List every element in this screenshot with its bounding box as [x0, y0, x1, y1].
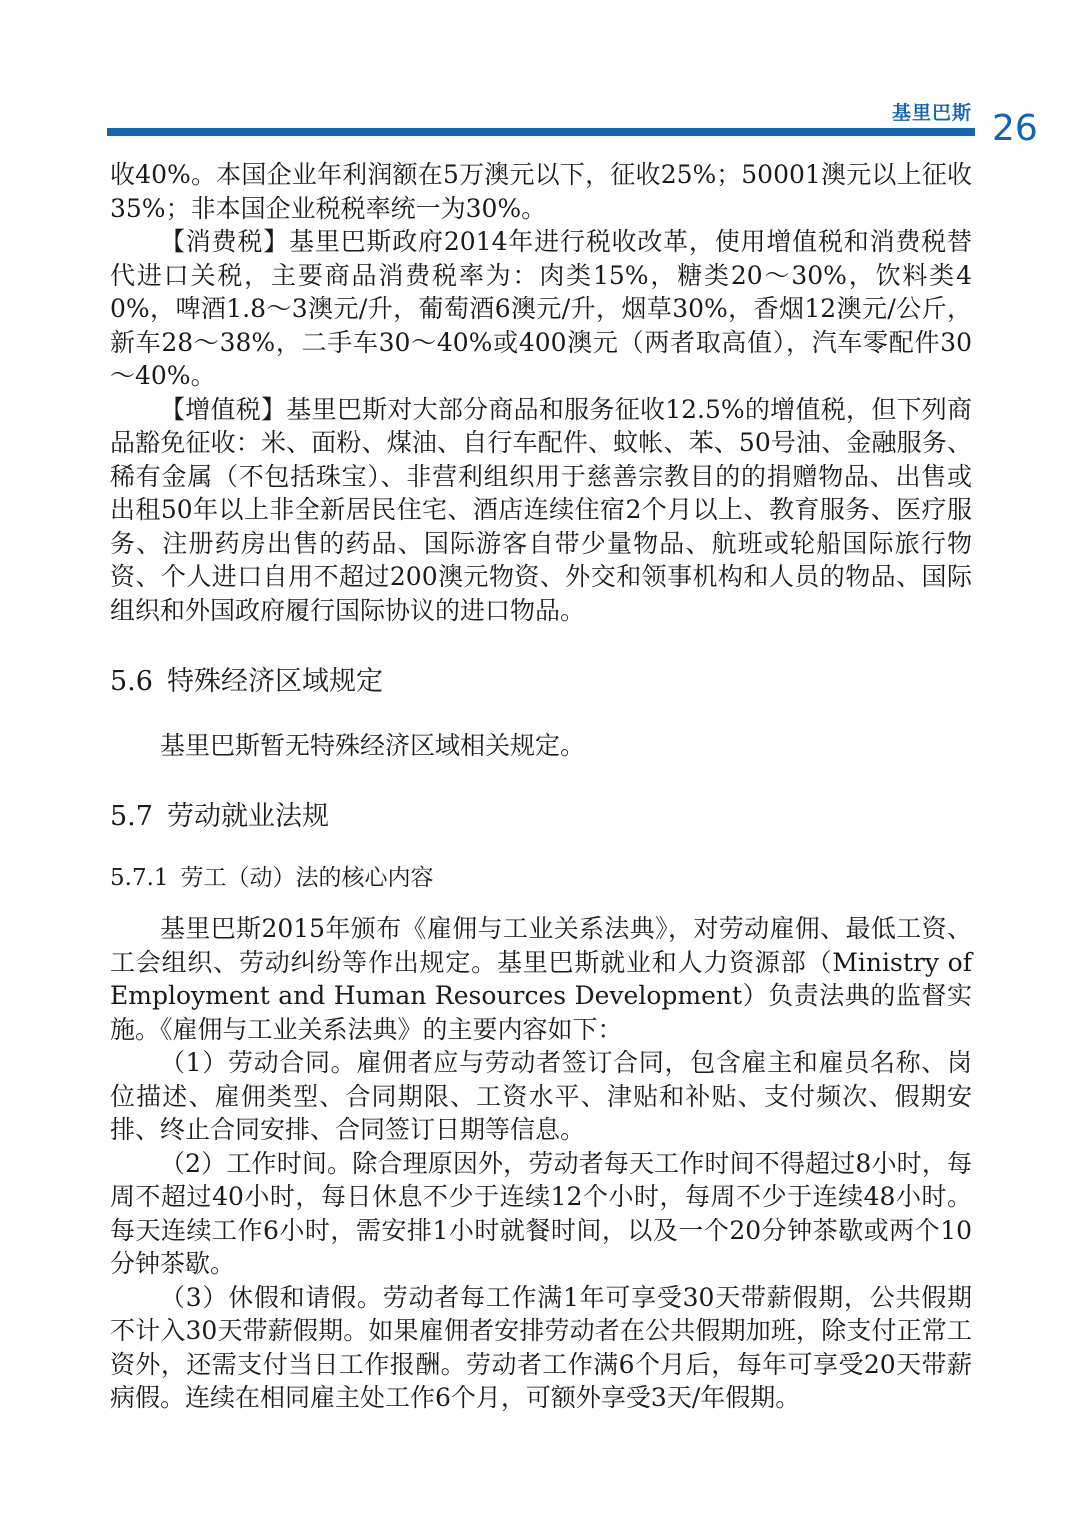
section-heading-5-6	[110, 665, 972, 699]
subsection-heading-5-7-1	[110, 862, 972, 894]
paragraph-income-tax-continued: 收40%。本国企业年利润额在5万澳元以下，征收25%；50001澳元以上征收35%；非本国企业税税率统一为30%。	[110, 160, 972, 223]
paragraph-labor-code-intro: 基里巴斯2015年颁布《雇佣与工业关系法典》，对劳动雇佣、最低工资、工会组织、劳动纠纷等作出规定。基里巴斯就业和人力资源部（Ministry of Employment and Human Resources Development）负责法典的监督实施。《雇佣与工业关系法典》的主要内容如下：	[110, 914, 972, 1044]
subsection-title: 劳工（动）法的核心内容	[180, 865, 434, 891]
page-number: 26	[992, 108, 1038, 149]
list-item-working-hours: （2）工作时间。除合理原因外，劳动者每天工作时间不得超过8小时，每周不超过40小时，每日休息不少于连续12个小时，每周不少于连续48小时。每天连续工作6小时，需安排1小时就餐时间，以及一个20分钟茶歇或两个10分钟茶歇。	[110, 1148, 972, 1278]
section-heading-5-7	[110, 800, 972, 834]
header-rule	[107, 128, 975, 136]
paragraph-special-economic-zones: 基里巴斯暂无特殊经济区域相关规定。	[160, 731, 586, 760]
running-header-title: 基里巴斯	[891, 102, 972, 124]
section-number: 5.7	[110, 801, 153, 832]
section-title: 劳动就业法规	[166, 801, 329, 832]
subsection-number: 5.7.1	[110, 865, 169, 891]
page-body	[110, 158, 972, 1415]
list-item-labor-contract: （1）劳动合同。雇佣者应与劳动者签订合同，包含雇主和雇员名称、岗位描述、雇佣类型、合同期限、工资水平、津贴和补贴、支付频次、假期安排、终止合同安排、合同签订日期等信息。	[110, 1048, 972, 1144]
section-number: 5.6	[110, 666, 153, 697]
section-title: 特殊经济区域规定	[166, 666, 383, 697]
paragraph-vat: 【增值税】基里巴斯对大部分商品和服务征收12.5%的增值税，但下列商品豁免征收：米、面粉、煤油、自行车配件、蚊帐、苯、50号油、金融服务、稀有金属（不包括珠宝）、非营利组织用于慈善宗教目的的捐赠物品、出售或出租50年以上非全新居民住宅、酒店连续住宿2个月以上、教育服务、医疗服务、注册药房出售的药品、国际游客自带少量物品、航班或轮船国际旅行物资、个人进口自用不超过200澳元物资、外交和领事机构和人员的物品、国际组织和外国政府履行国际协议的进口物品。	[110, 394, 972, 625]
paragraph-consumption-tax: 【消费税】基里巴斯政府2014年进行税收改革，使用增值税和消费税替代进口关税，主要商品消费税率为：肉类15%，糖类20～30%，饮料类40%，啤酒1.8～3澳元/升，葡萄酒6澳元/升，烟草30%，香烟12澳元/公斤，新车28～38%，二手车30～40%或400澳元（两者取高值），汽车零配件30～40%。	[110, 227, 972, 390]
list-item-leave: （3）休假和请假。劳动者每工作满1年可享受30天带薪假期，公共假期不计入30天带薪假期。如果雇佣者安排劳动者在公共假期加班，除支付正常工资外，还需支付当日工作报酬。劳动者工作满6个月后，每年可享受20天带薪病假。连续在相同雇主处工作6个月，可额外享受3天/年假期。	[110, 1282, 972, 1412]
